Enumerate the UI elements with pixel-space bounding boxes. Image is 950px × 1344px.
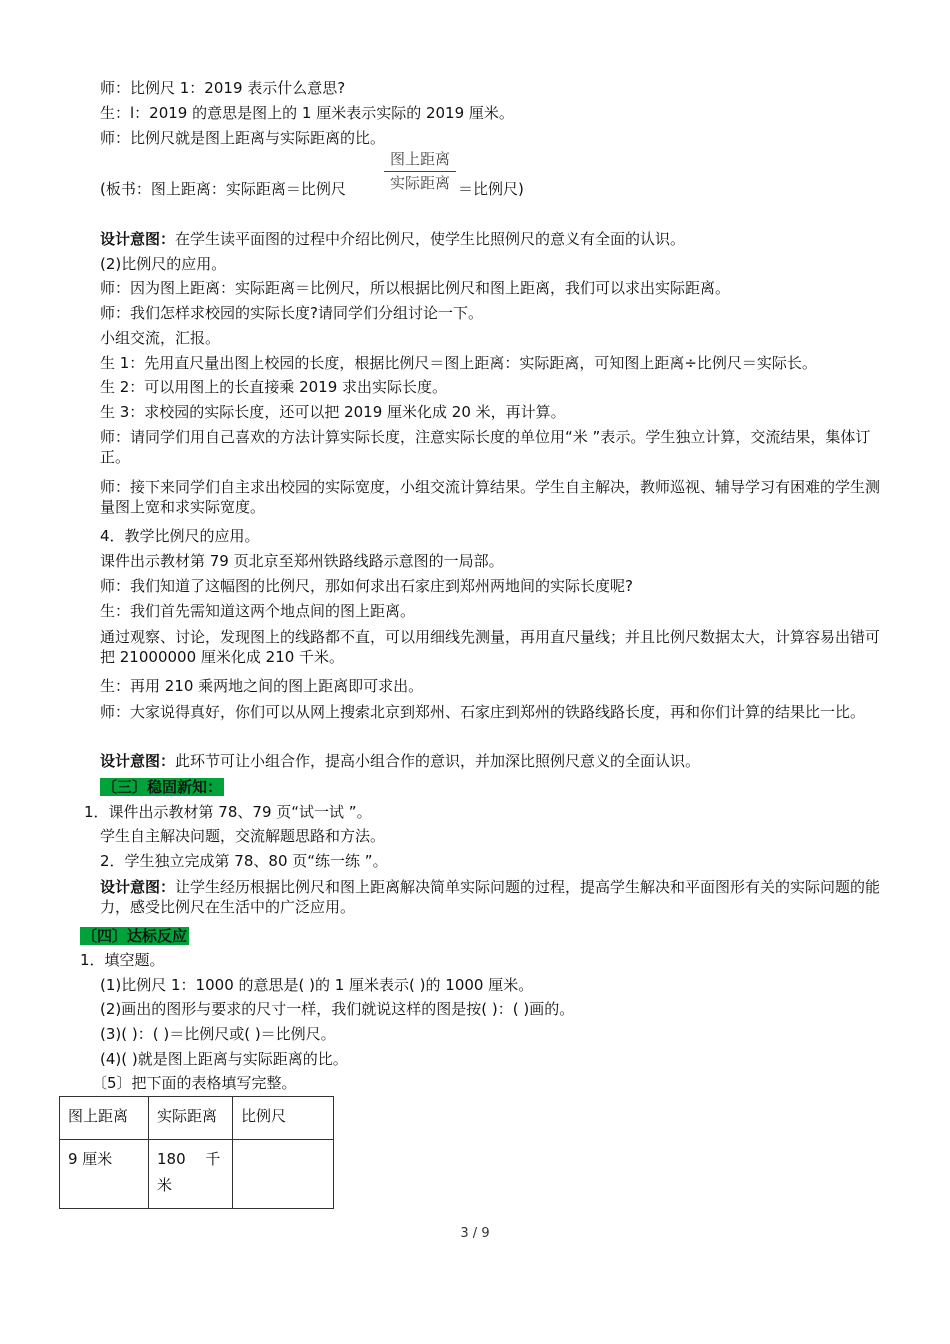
table-header-cell: 图上距离 <box>60 1097 149 1140</box>
board-note-end: ＝比例尺) <box>458 180 524 198</box>
text-line: 生 2：可以用图上的长直接乘 2019 求出实际长度。 <box>100 378 448 396</box>
design-intent-1 <box>100 229 685 249</box>
text-line: 生：l：2019 的意思是图上的 1 厘米表示实际的 2019 厘米。 <box>100 104 514 122</box>
text-line: 师：我们知道了这幅图的比例尺，那如何求出石家庄到郑州两地间的实际长度呢? <box>100 577 633 595</box>
text-line: 〔5〕把下面的表格填写完整。 <box>92 1074 297 1092</box>
text-line: 课件出示教材第 79 页北京至郑州铁路线路示意图的一局部。 <box>100 552 504 570</box>
scale-table <box>59 1096 334 1209</box>
board-note: (板书：图上距离：实际距离＝比例尺 <box>100 180 346 198</box>
text-line: 1．填空题。 <box>80 951 165 969</box>
text-line: 小组交流，汇报。 <box>100 329 221 347</box>
design-intent-text: 此环节可让小组合作，提高小组合作的意识，并加深比照例尺意义的全面认识。 <box>175 752 701 770</box>
table-row <box>60 1140 334 1209</box>
table-cell: 9 厘米 <box>60 1140 149 1209</box>
fraction-denominator: 实际距离 <box>389 174 450 192</box>
text-line: 师：比例尺就是图上距离与实际距离的比。 <box>100 129 386 147</box>
design-intent-label: 设计意图： <box>100 752 176 770</box>
section-heading: 〔三〕稳固新知： <box>102 778 223 796</box>
text-line: 2．学生独立完成第 78、80 页“练一练 ”。 <box>100 852 388 870</box>
text-line: 师：我们怎样求校园的实际长度?请同学们分组讨论一下。 <box>100 304 483 322</box>
design-intent-2 <box>100 751 700 771</box>
section-heading-4 <box>80 926 189 946</box>
design-intent-text: 让学生经历根据比例尺和图上距离解决简单实际问题的过程，提高学生解决和平面图形有关的实际问题的能力，感受比例尺在生活中的广泛应用。 <box>100 878 881 916</box>
section-heading-3 <box>100 777 224 797</box>
table-header-cell: 实际距离 <box>149 1097 233 1140</box>
paragraph: 师：接下来同学们自主求出校园的实际宽度，小组交流计算结果。学生自主解决，教师巡视、辅导学习有困难的学生测量图上宽和求实际宽度。 <box>100 478 881 516</box>
page-number: 3 / 9 <box>460 1226 490 1241</box>
text-line: (3)( )：( )＝比例尺或( )＝比例尺。 <box>100 1025 336 1043</box>
text-line: (1)比例尺 1：1000 的意思是( )的 1 厘米表示( )的 1000 厘米。 <box>100 976 534 994</box>
text-line: 生 3：求校园的实际长度，还可以把 2019 厘米化成 20 米，再计算。 <box>100 403 566 421</box>
table-header-row <box>60 1097 334 1140</box>
text-line: 生：再用 210 乘两地之间的图上距离即可求出。 <box>100 677 424 695</box>
fraction-numerator: 图上距离 <box>384 148 456 172</box>
paragraph: 师：请同学们用自己喜欢的方法计算实际长度，注意实际长度的单位用“米 ”表示。学生独立计算，交流结果，集体订正。 <box>100 428 871 466</box>
paragraph: 师：大家说得真好，你们可以从网上搜索北京到郑州、石家庄到郑州的铁路线路长度，再和你们计算的结果比一比。 <box>100 703 866 721</box>
text-line: 师：比例尺 1：2019 表示什么意思? <box>100 79 346 97</box>
text-line: 师：因为图上距离：实际距离＝比例尺，所以根据比例尺和图上距离，我们可以求出实际距离。 <box>100 279 731 297</box>
paragraph: 通过观察、讨论，发现图上的线路都不直，可以用细线先测量，再用直尺量线；并且比例尺数据太大，计算容易出错可把 21000000 厘米化成 210 千米。 <box>100 628 881 666</box>
text-line: 学生自主解决问题，交流解题思路和方法。 <box>100 827 386 845</box>
text-line: 生 1：先用直尺量出图上校园的长度，根据比例尺＝图上距离：实际距离，可知图上距离÷比例尺＝实际长。 <box>100 354 817 372</box>
design-intent-3 <box>100 877 882 917</box>
table-header-cell: 比例尺 <box>233 1097 334 1140</box>
table-cell: 180 千米 <box>149 1140 233 1209</box>
text-line: (2)比例尺的应用。 <box>100 255 227 273</box>
text-line: (2)画出的图形与要求的尺寸一样，我们就说这样的图是按( )：( )画的。 <box>100 1000 575 1018</box>
section-heading: 〔四〕达标反应 <box>82 927 188 945</box>
design-intent-label: 设计意图： <box>100 230 176 248</box>
fraction <box>384 148 456 193</box>
text-line: 1．课件出示教材第 78、79 页“试一试 ”。 <box>84 803 372 821</box>
table-cell <box>233 1140 334 1209</box>
design-intent-label: 设计意图： <box>100 878 176 896</box>
text-line: 4．教学比例尺的应用。 <box>100 527 260 545</box>
design-intent-text: 在学生读平面图的过程中介绍比例尺，使学生比照例尺的意义有全面的认识。 <box>175 230 686 248</box>
text-line: 生：我们首先需知道这两个地点间的图上距离。 <box>100 602 416 620</box>
text-line: (4)( )就是图上距离与实际距离的比。 <box>100 1050 348 1068</box>
